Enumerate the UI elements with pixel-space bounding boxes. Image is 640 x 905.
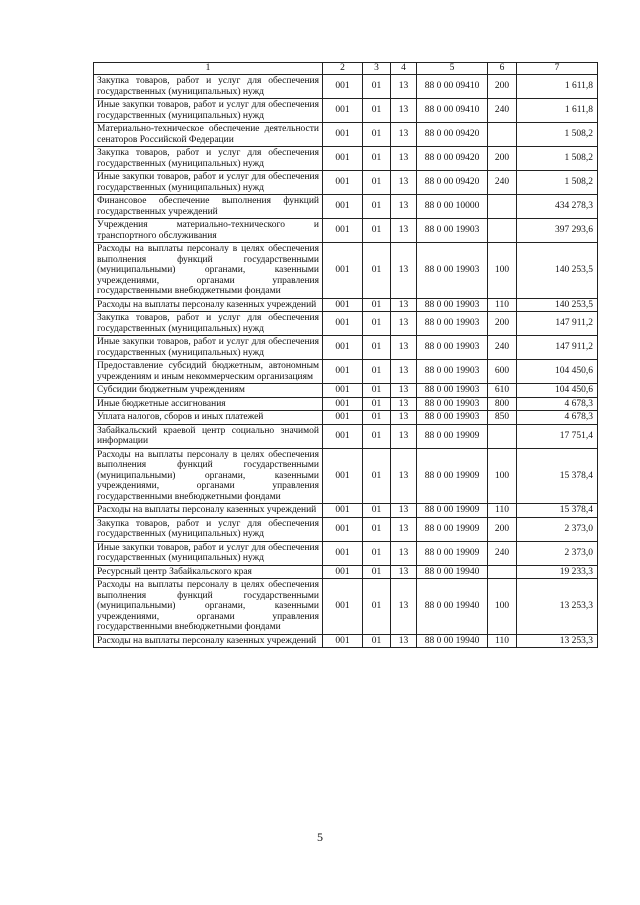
subsection-code-cell: 13 — [391, 75, 417, 99]
ministry-code-cell: 001 — [323, 579, 363, 635]
ministry-code-cell: 001 — [323, 541, 363, 565]
target-item-cell: 88 0 00 19903 — [417, 243, 488, 299]
section-code-cell: 01 — [363, 448, 391, 504]
amount-cell: 1 611,8 — [517, 75, 598, 99]
subsection-code-cell: 13 — [391, 219, 417, 243]
ministry-code-cell: 001 — [323, 171, 363, 195]
table-row — [94, 147, 598, 171]
expense-type-cell: 240 — [488, 336, 517, 360]
section-code-cell: 01 — [363, 360, 391, 384]
subsection-code-cell: 13 — [391, 565, 417, 579]
amount-cell: 15 378,4 — [517, 504, 598, 518]
column-header-1: 1 — [94, 63, 323, 75]
section-code-cell: 01 — [363, 411, 391, 425]
ministry-code-cell: 001 — [323, 243, 363, 299]
table-row — [94, 504, 598, 518]
expense-type-cell: 800 — [488, 397, 517, 411]
target-item-cell: 88 0 00 19909 — [417, 424, 488, 448]
table-row — [94, 195, 598, 219]
amount-cell: 19 233,3 — [517, 565, 598, 579]
expense-name-cell: Иные закупки товаров, работ и услуг для обеспечения государственных (муниципальных) нужд — [94, 99, 323, 123]
table-row — [94, 411, 598, 425]
expense-name-cell: Закупка товаров, работ и услуг для обеспечения государственных (муниципальных) нужд — [94, 312, 323, 336]
section-code-cell: 01 — [363, 541, 391, 565]
column-header-7: 7 — [517, 63, 598, 75]
expense-name-cell: Расходы на выплаты персоналу казенных учреждений — [94, 634, 323, 648]
section-code-cell: 01 — [363, 517, 391, 541]
subsection-code-cell: 13 — [391, 579, 417, 635]
table-row — [94, 75, 598, 99]
section-code-cell: 01 — [363, 171, 391, 195]
table-row — [94, 448, 598, 504]
expense-name-cell: Расходы на выплаты персоналу в целях обеспечения выполнения функций государственными (муниципальными) органами, казенными учреждениями, органами управления государственными внебюджетными фондами — [94, 448, 323, 504]
expense-type-cell: 600 — [488, 360, 517, 384]
subsection-code-cell: 13 — [391, 312, 417, 336]
ministry-code-cell: 001 — [323, 312, 363, 336]
table-row — [94, 565, 598, 579]
target-item-cell: 88 0 00 19909 — [417, 517, 488, 541]
expense-type-cell: 110 — [488, 298, 517, 312]
table-row — [94, 397, 598, 411]
ministry-code-cell: 001 — [323, 565, 363, 579]
expense-type-cell: 110 — [488, 634, 517, 648]
section-code-cell: 01 — [363, 75, 391, 99]
table-row — [94, 424, 598, 448]
target-item-cell: 88 0 00 09410 — [417, 75, 488, 99]
expense-type-cell: 110 — [488, 504, 517, 518]
expense-name-cell: Закупка товаров, работ и услуг для обеспечения государственных (муниципальных) нужд — [94, 147, 323, 171]
amount-cell: 104 450,6 — [517, 360, 598, 384]
subsection-code-cell: 13 — [391, 360, 417, 384]
amount-cell: 1 611,8 — [517, 99, 598, 123]
subsection-code-cell: 13 — [391, 541, 417, 565]
table-row — [94, 360, 598, 384]
expense-type-cell: 240 — [488, 171, 517, 195]
target-item-cell: 88 0 00 19903 — [417, 219, 488, 243]
expense-name-cell: Учреждения материально-технического и транспортного обслуживания — [94, 219, 323, 243]
ministry-code-cell: 001 — [323, 360, 363, 384]
amount-cell: 140 253,5 — [517, 298, 598, 312]
expense-type-cell — [488, 195, 517, 219]
section-code-cell: 01 — [363, 99, 391, 123]
expense-type-cell: 240 — [488, 99, 517, 123]
expense-type-cell: 200 — [488, 312, 517, 336]
section-code-cell: 01 — [363, 219, 391, 243]
target-item-cell: 88 0 00 09420 — [417, 147, 488, 171]
amount-cell: 147 911,2 — [517, 336, 598, 360]
amount-cell: 1 508,2 — [517, 147, 598, 171]
target-item-cell: 88 0 00 19903 — [417, 336, 488, 360]
column-header-5: 5 — [417, 63, 488, 75]
expense-type-cell — [488, 123, 517, 147]
section-code-cell: 01 — [363, 565, 391, 579]
section-code-cell: 01 — [363, 504, 391, 518]
expense-name-cell: Ресурсный центр Забайкальского края — [94, 565, 323, 579]
expense-name-cell: Иные закупки товаров, работ и услуг для обеспечения государственных (муниципальных) нужд — [94, 171, 323, 195]
subsection-code-cell: 13 — [391, 336, 417, 360]
subsection-code-cell: 13 — [391, 448, 417, 504]
subsection-code-cell: 13 — [391, 517, 417, 541]
section-code-cell: 01 — [363, 579, 391, 635]
table-row — [94, 298, 598, 312]
ministry-code-cell: 001 — [323, 336, 363, 360]
expense-name-cell: Закупка товаров, работ и услуг для обеспечения государственных (муниципальных) нужд — [94, 75, 323, 99]
amount-cell: 17 751,4 — [517, 424, 598, 448]
amount-cell: 1 508,2 — [517, 123, 598, 147]
section-code-cell: 01 — [363, 195, 391, 219]
target-item-cell: 88 0 00 09420 — [417, 123, 488, 147]
ministry-code-cell: 001 — [323, 424, 363, 448]
table-row — [94, 123, 598, 147]
section-code-cell: 01 — [363, 123, 391, 147]
ministry-code-cell: 001 — [323, 397, 363, 411]
table-row — [94, 517, 598, 541]
budget-table-sheet — [93, 62, 597, 648]
amount-cell: 15 378,4 — [517, 448, 598, 504]
expense-name-cell: Материально-техническое обеспечение деятельности сенаторов Российской Федерации — [94, 123, 323, 147]
ministry-code-cell: 001 — [323, 219, 363, 243]
page-number: 5 — [317, 830, 323, 844]
target-item-cell: 88 0 00 19903 — [417, 298, 488, 312]
amount-cell: 140 253,5 — [517, 243, 598, 299]
expense-type-cell: 610 — [488, 384, 517, 398]
column-header-4: 4 — [391, 63, 417, 75]
target-item-cell: 88 0 00 19940 — [417, 579, 488, 635]
expense-name-cell: Расходы на выплаты персоналу в целях обеспечения выполнения функций государственными (муниципальными) органами, казенными учреждениями, органами управления государственными внебюджетными фондами — [94, 579, 323, 635]
ministry-code-cell: 001 — [323, 147, 363, 171]
expense-type-cell: 100 — [488, 243, 517, 299]
table-row — [94, 541, 598, 565]
table-row — [94, 219, 598, 243]
ministry-code-cell: 001 — [323, 298, 363, 312]
table-row — [94, 243, 598, 299]
target-item-cell: 88 0 00 19903 — [417, 360, 488, 384]
section-code-cell: 01 — [363, 298, 391, 312]
table-row — [94, 384, 598, 398]
expense-name-cell: Забайкальский краевой центр социально значимой информации — [94, 424, 323, 448]
target-item-cell: 88 0 00 19909 — [417, 541, 488, 565]
subsection-code-cell: 13 — [391, 424, 417, 448]
expense-type-cell — [488, 565, 517, 579]
subsection-code-cell: 13 — [391, 634, 417, 648]
table-row — [94, 171, 598, 195]
target-item-cell: 88 0 00 19909 — [417, 448, 488, 504]
ministry-code-cell: 001 — [323, 411, 363, 425]
expense-name-cell: Расходы на выплаты персоналу казенных учреждений — [94, 298, 323, 312]
amount-cell: 2 373,0 — [517, 541, 598, 565]
subsection-code-cell: 13 — [391, 123, 417, 147]
section-code-cell: 01 — [363, 243, 391, 299]
expense-type-cell: 850 — [488, 411, 517, 425]
target-item-cell: 88 0 00 19903 — [417, 384, 488, 398]
subsection-code-cell: 13 — [391, 298, 417, 312]
amount-cell: 1 508,2 — [517, 171, 598, 195]
amount-cell: 13 253,3 — [517, 634, 598, 648]
target-item-cell: 88 0 00 19940 — [417, 634, 488, 648]
expense-type-cell: 100 — [488, 448, 517, 504]
expense-type-cell — [488, 424, 517, 448]
amount-cell: 104 450,6 — [517, 384, 598, 398]
expense-name-cell: Закупка товаров, работ и услуг для обеспечения государственных (муниципальных) нужд — [94, 517, 323, 541]
expense-name-cell: Расходы на выплаты персоналу в целях обеспечения выполнения функций государственными (муниципальными) органами, казенными учреждениями, органами управления государственными внебюджетными фондами — [94, 243, 323, 299]
table-row — [94, 336, 598, 360]
ministry-code-cell: 001 — [323, 384, 363, 398]
target-item-cell: 88 0 00 19940 — [417, 565, 488, 579]
amount-cell: 13 253,3 — [517, 579, 598, 635]
ministry-code-cell: 001 — [323, 123, 363, 147]
amount-cell: 4 678,3 — [517, 397, 598, 411]
subsection-code-cell: 13 — [391, 243, 417, 299]
expense-name-cell: Финансовое обеспечение выполнения функций государственных учреждений — [94, 195, 323, 219]
expense-name-cell: Иные закупки товаров, работ и услуг для обеспечения государственных (муниципальных) нужд — [94, 541, 323, 565]
subsection-code-cell: 13 — [391, 99, 417, 123]
amount-cell: 434 278,3 — [517, 195, 598, 219]
ministry-code-cell: 001 — [323, 517, 363, 541]
amount-cell: 147 911,2 — [517, 312, 598, 336]
ministry-code-cell: 001 — [323, 75, 363, 99]
table-row — [94, 312, 598, 336]
subsection-code-cell: 13 — [391, 171, 417, 195]
expense-name-cell: Иные закупки товаров, работ и услуг для обеспечения государственных (муниципальных) нужд — [94, 336, 323, 360]
expense-name-cell: Уплата налогов, сборов и иных платежей — [94, 411, 323, 425]
target-item-cell: 88 0 00 19903 — [417, 397, 488, 411]
expense-name-cell: Субсидии бюджетным учреждениям — [94, 384, 323, 398]
target-item-cell: 88 0 00 09410 — [417, 99, 488, 123]
section-code-cell: 01 — [363, 384, 391, 398]
section-code-cell: 01 — [363, 312, 391, 336]
ministry-code-cell: 001 — [323, 195, 363, 219]
column-header-6: 6 — [488, 63, 517, 75]
expense-type-cell — [488, 219, 517, 243]
amount-cell: 2 373,0 — [517, 517, 598, 541]
target-item-cell: 88 0 00 09420 — [417, 171, 488, 195]
subsection-code-cell: 13 — [391, 195, 417, 219]
subsection-code-cell: 13 — [391, 504, 417, 518]
expense-type-cell: 100 — [488, 579, 517, 635]
expense-name-cell: Иные бюджетные ассигнования — [94, 397, 323, 411]
section-code-cell: 01 — [363, 424, 391, 448]
table-row — [94, 99, 598, 123]
ministry-code-cell: 001 — [323, 99, 363, 123]
amount-cell: 397 293,6 — [517, 219, 598, 243]
section-code-cell: 01 — [363, 336, 391, 360]
section-code-cell: 01 — [363, 147, 391, 171]
target-item-cell: 88 0 00 10000 — [417, 195, 488, 219]
subsection-code-cell: 13 — [391, 397, 417, 411]
subsection-code-cell: 13 — [391, 411, 417, 425]
expense-type-cell: 200 — [488, 517, 517, 541]
expense-name-cell: Расходы на выплаты персоналу казенных учреждений — [94, 504, 323, 518]
column-header-2: 2 — [323, 63, 363, 75]
column-header-3: 3 — [363, 63, 391, 75]
amount-cell: 4 678,3 — [517, 411, 598, 425]
expense-type-cell: 200 — [488, 147, 517, 171]
expense-name-cell: Предоставление субсидий бюджетным, автономным учреждениям и иным некоммерческим организациям — [94, 360, 323, 384]
expense-type-cell: 240 — [488, 541, 517, 565]
ministry-code-cell: 001 — [323, 448, 363, 504]
target-item-cell: 88 0 00 19903 — [417, 411, 488, 425]
expense-type-cell: 200 — [488, 75, 517, 99]
budget-table — [93, 62, 598, 648]
table-row — [94, 634, 598, 648]
target-item-cell: 88 0 00 19909 — [417, 504, 488, 518]
section-code-cell: 01 — [363, 634, 391, 648]
subsection-code-cell: 13 — [391, 147, 417, 171]
table-row — [94, 579, 598, 635]
table-header-row — [94, 63, 598, 75]
ministry-code-cell: 001 — [323, 634, 363, 648]
target-item-cell: 88 0 00 19903 — [417, 312, 488, 336]
ministry-code-cell: 001 — [323, 504, 363, 518]
subsection-code-cell: 13 — [391, 384, 417, 398]
section-code-cell: 01 — [363, 397, 391, 411]
